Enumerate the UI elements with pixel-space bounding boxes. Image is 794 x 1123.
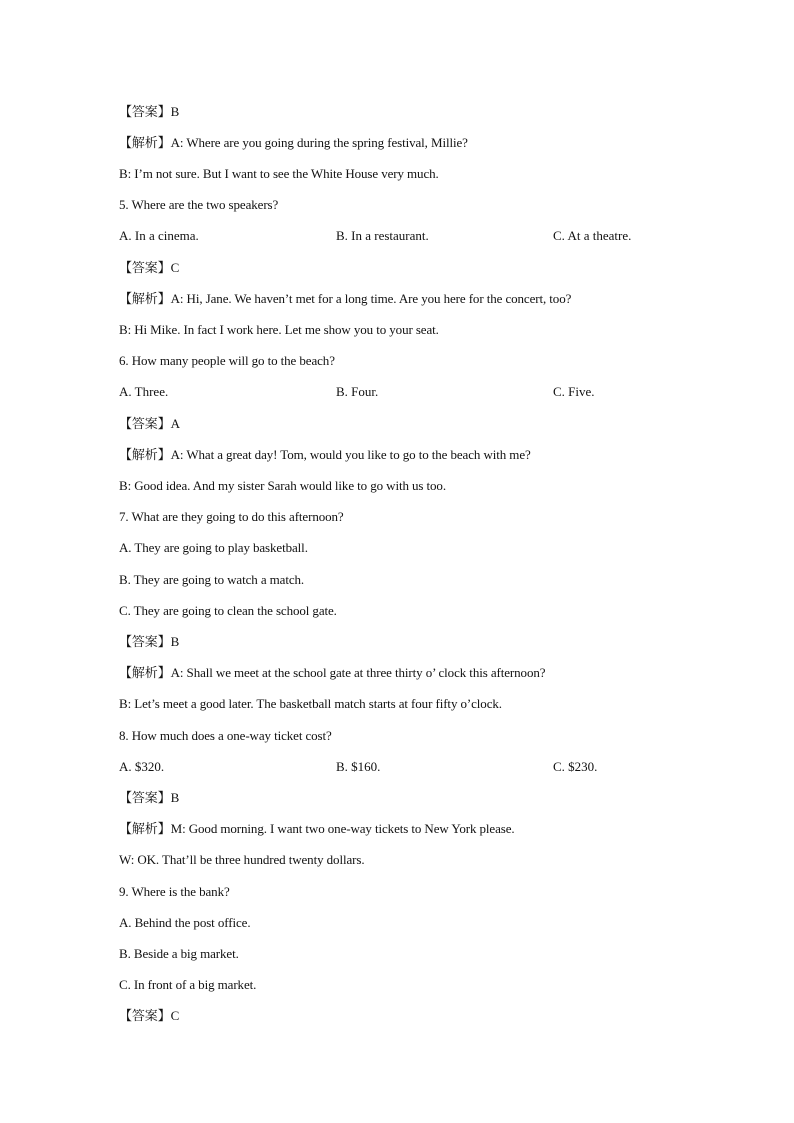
question-9: 9. Where is the bank? — [119, 884, 230, 899]
option-c: C. $230. — [553, 759, 598, 774]
dialogue-line: B: Let’s meet a good later. The basketball match starts at four fifty o’clock. — [119, 696, 502, 711]
answer-line — [119, 1008, 179, 1025]
option-b: B. Four. — [336, 384, 379, 399]
answer-tag: 【答案】 — [119, 635, 171, 650]
option-c: C. They are going to clean the school gate. — [119, 603, 337, 618]
option-b: B. In a restaurant. — [336, 228, 429, 243]
option-b: B. $160. — [336, 759, 381, 774]
option-a: A. Behind the post office. — [119, 915, 251, 930]
dialogue-line: W: OK. That’ll be three hundred twenty dollars. — [119, 852, 365, 867]
option-a: A. They are going to play basketball. — [119, 540, 308, 555]
answer-value: B — [170, 790, 180, 805]
option-c: C. At a theatre. — [553, 228, 632, 243]
analysis-tag: 【解析】 — [119, 822, 171, 837]
answer-value: A — [170, 416, 180, 431]
dialogue-line: B: I’m not sure. But I want to see the White House very much. — [119, 166, 439, 181]
answer-value: B — [170, 104, 180, 119]
answer-line — [119, 790, 179, 807]
analysis-text: M: Good morning. I want two one-way tickets to New York please. — [170, 821, 515, 836]
answer-line — [119, 104, 179, 121]
answer-tag: 【答案】 — [119, 105, 171, 120]
question-7: 7. What are they going to do this afternoon? — [119, 509, 344, 524]
analysis-tag: 【解析】 — [119, 666, 171, 681]
analysis-tag: 【解析】 — [119, 136, 171, 151]
option-a: A. Three. — [119, 384, 169, 399]
answer-value: B — [170, 634, 180, 649]
analysis-line — [119, 291, 571, 308]
analysis-text: A: Hi, Jane. We haven’t met for a long time. Are you here for the concert, too? — [170, 291, 572, 306]
analysis-line — [119, 135, 468, 152]
analysis-tag: 【解析】 — [119, 448, 171, 463]
analysis-tag: 【解析】 — [119, 292, 171, 307]
option-c: C. Five. — [553, 384, 595, 399]
answer-tag: 【答案】 — [119, 791, 171, 806]
answer-line — [119, 260, 179, 277]
question-5: 5. Where are the two speakers? — [119, 197, 279, 212]
answer-value: C — [170, 260, 180, 275]
analysis-line — [119, 665, 545, 682]
answer-value: C — [170, 1008, 180, 1023]
option-b: B. They are going to watch a match. — [119, 572, 305, 587]
dialogue-line: B: Good idea. And my sister Sarah would like to go with us too. — [119, 478, 446, 493]
analysis-text: A: Where are you going during the spring festival, Millie? — [170, 135, 468, 150]
answer-tag: 【答案】 — [119, 261, 171, 276]
analysis-text: A: Shall we meet at the school gate at three thirty o’ clock this afternoon? — [170, 665, 546, 680]
answer-tag: 【答案】 — [119, 1009, 171, 1024]
answer-tag: 【答案】 — [119, 417, 171, 432]
answer-line — [119, 416, 180, 433]
analysis-line — [119, 447, 531, 464]
answer-line — [119, 634, 179, 651]
option-a: A. In a cinema. — [119, 228, 199, 243]
dialogue-line: B: Hi Mike. In fact I work here. Let me show you to your seat. — [119, 322, 439, 337]
option-a: A. $320. — [119, 759, 165, 774]
analysis-line — [119, 821, 515, 838]
question-8: 8. How much does a one-way ticket cost? — [119, 728, 332, 743]
analysis-text: A: What a great day! Tom, would you like to go to the beach with me? — [170, 447, 531, 462]
option-c: C. In front of a big market. — [119, 977, 257, 992]
option-b: B. Beside a big market. — [119, 946, 239, 961]
question-6: 6. How many people will go to the beach? — [119, 353, 335, 368]
